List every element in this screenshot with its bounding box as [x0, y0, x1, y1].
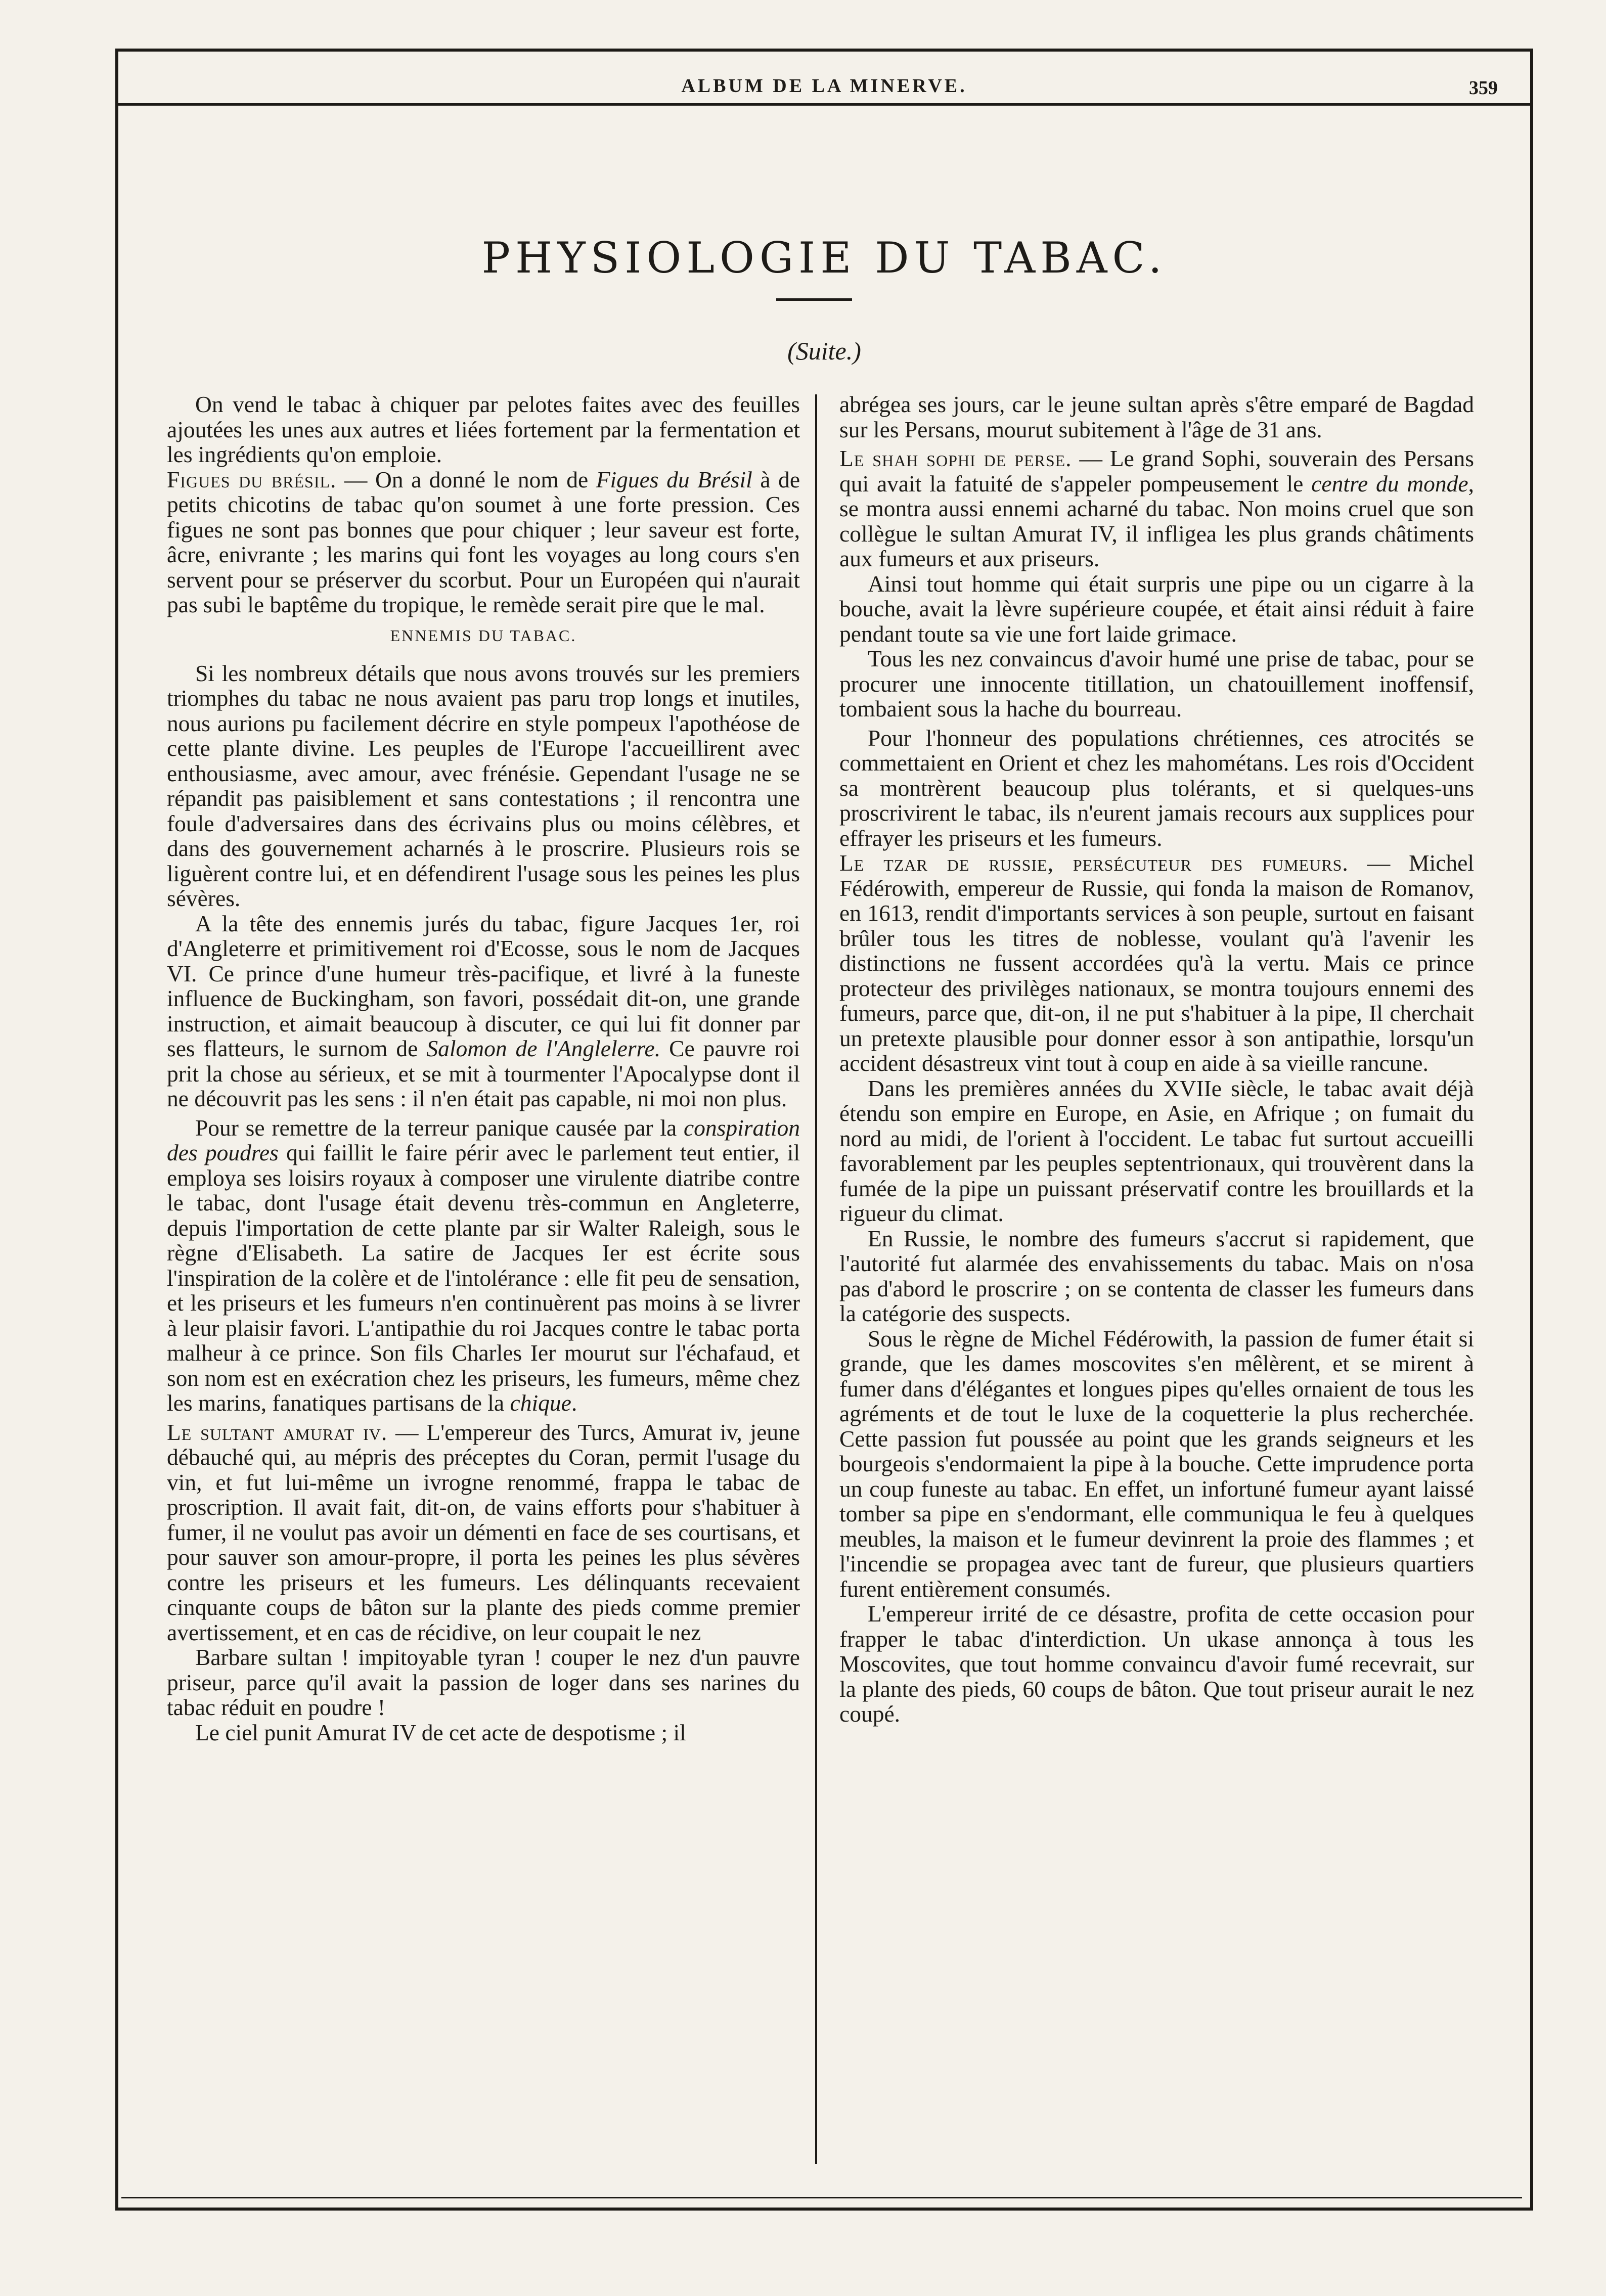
continuation-note: (Suite.) [787, 337, 861, 365]
article-title: PHYSIOLOGIE DU TABAC. [481, 233, 1167, 283]
paragraph: Tous les nez convaincus d'avoir humé une prise de tabac, pour se procurer une innocente titillation, un chatouillement inoffensif, tombaient sous la hache du bourreau. [839, 646, 1474, 722]
paragraph: Sous le règne de Michel Fédérowith, la passion de fumer était si grande, que les dames moscovites s'en mêlèrent, et se mirent à fumer dans d'élégantes et longues pipes qu'elles ornaient de tous les agréments et de tout le luxe de la coquetterie la plus recherchée. Cette passion fut poussée au point que les grands seigneurs et les bourgeois s'endormaient la pipe à la bouche. Cette imprudence porta un coup funeste au tabac. En effet, un infortuné fumeur ayant laissé tomber sa pipe en s'endormant, elle communiqua le feu à quelques meubles, la maison et le fumeur devinrent la proie des flammes ; et l'incendie se propagea avec tant de fureur, que plusieurs quartiers furent entièrement consumés. [839, 1325, 1474, 1602]
paragraph: Dans les premières années du XVIIe siècle, le tabac avait déjà étendu son empire en Europe, en Asie, en Afrique ; on fumait du nord au midi, de l'orient à l'occident. Le tabac fut surtout accueilli favorablement par les peuples septentrionaux, qui trouvèrent dans la fumée de la pipe un puissant préservatif contre les brouillards et la rigueur du climat. [839, 1075, 1474, 1226]
paragraph: Le sultant amurat iv. — L'empereur des Turcs, Amurat iv, jeune débauché qui, au mépris des préceptes du Coran, permit l'usage du vin, et fut lui-même un ivrogne renommé, frappa le tabac de proscription. Il avait fait, dit-on, de vains efforts pour s'habituer à fumer, il ne voulut pas avoir un démenti en face de ses courtisans, et pour sauver son amour-propre, il porta les peines les plus sévères contre les priseurs et les fumeurs. Les délinquants recevaient cinquante coups de bâton sur la plante des pieds comme premier avertissement, et en cas de récidive, on leur coupait le nez [167, 1419, 800, 1645]
paragraph: Figues du brésil. — On a donné le nom de Figues du Brésil à de petits chicotins de tabac qu'on soumet à une forte pression. Ces figues ne sont pas bonnes que pour chiquer ; leur saveur est forte, âcre, enivrante ; les marins qui font les voyages au long cours s'en servent pour se préserver du scorbut. Pour un Européen qui n'aurait pas subi le baptême du tropique, le remède serait pire que le mal. [167, 466, 800, 617]
rubric: Le tzar de russie, persécuteur des fumeurs. [839, 850, 1349, 876]
paragraph: Pour l'honneur des populations chrétiennes, ces atrocités se commettaient en Orient et chez les mahométans. Les rois d'Occident sa montrèrent beaucoup plus tolérants, et si quelques-uns proscrivirent le tabac, ils n'eurent jamais recours aux supplices pour effrayer les priseurs et les fumeurs. [839, 725, 1474, 851]
paragraph: On vend le tabac à chiquer par pelotes faites avec des feuilles ajoutées les unes aux autres et liées fortement par la fermentation et les ingrédients qu'on emploie. [167, 392, 800, 467]
left-column [167, 392, 800, 2172]
paragraph: L'empereur irrité de ce désastre, profita de cette occasion pour frapper le tabac d'interdiction. Un ukase annonça à tous les Moscovites, que tout homme convaincu d'avoir fumé recevrait, sur la plante des pieds, 60 coups de bâton. Que tout priseur aurait le nez coupé. [839, 1601, 1474, 1727]
rubric: Le sultant amurat iv. [167, 1419, 388, 1445]
right-column [839, 392, 1474, 2172]
paragraph: Le shah sophi de perse. — Le grand Sophi, souverain des Persans qui avait la fatuité de s'appeler pompeusement le centre du monde, se montra aussi ennemi acharné du tabac. Non moins cruel que son collègue le sultan Amurat IV, il infligea les plus grands châtiments aux fumeurs et aux priseurs. [839, 445, 1474, 571]
paragraph: Le tzar de russie, persécuteur des fumeurs. — Michel Fédérowith, empereur de Russie, qui fonda la maison de Romanov, en 1613, rendit d'importants services à son peuple, surtout en faisant brûler tous les titres de noblesse, voulant qu'à l'avenir les distinctions ne fussent accordées qu'à la vertu. Mais ce prince protecteur des privilèges nationaux, se montra toujours ennemi des fumeurs, parce que, dit-on, il ne put s'habituer à la pipe, Il cherchait un pretexte plausible pour donner essor à son antipathie, lorsqu'un accident désastreux vint tout à coup en aide à sa vieille rancune. [839, 850, 1474, 1076]
running-title: ALBUM DE LA MINERVE. [681, 75, 967, 97]
title-rule [776, 298, 852, 301]
rubric: Le shah sophi de perse. [839, 445, 1072, 471]
paragraph: Pour se remettre de la terreur panique causée par la conspiration des poudres qui faillit le faire périr avec le parlement teut entier, il employa ses loisirs royaux à composer une virulente diatribe contre le tabac, dont l'usage était devenu très-commun en Angleterre, depuis l'importation de cette plante par sir Walter Raleigh, sous le règne d'Elisabeth. La satire de Jacques Ier est écrite sous l'inspiration de la colère et de l'intolérance : elle fit peu de sensation, et les priseurs et les fumeurs n'en continuèrent pas moins à se livrer à leur plaisir favori. L'antipathie du roi Jacques contre le tabac porta malheur à ce prince. Son fils Charles Ier mourut sur l'échafaud, et son nom est en exécration chez les priseurs, les fumeurs, même chez les marins, fanatiques partisans de la chique. [167, 1114, 800, 1416]
paragraph: Barbare sultan ! impitoyable tyran ! couper le nez d'un pauvre priseur, parce qu'il avait la passion de loger dans ses narines du tabac réduit en poudre ! [167, 1644, 800, 1720]
page-number: 359 [1469, 77, 1498, 99]
paragraph: Le ciel punit Amurat IV de cet acte de despotisme ; il [195, 1719, 686, 1745]
paragraph: Ainsi tout homme qui était surpris une pipe ou un cigarre à la bouche, avait la lèvre supérieure coupée, et était ainsi réduit à faire pendant toute sa vie une fort laide grimace. [839, 570, 1474, 647]
paragraph: abrégea ses jours, car le jeune sultan après s'être emparé de Bagdad sur les Persans, mourut subitement à l'âge de 31 ans. [839, 392, 1474, 442]
bottom-rule [121, 2197, 1522, 2198]
paragraph: En Russie, le nombre des fumeurs s'accrut si rapidement, que l'autorité fut alarmée des envahissements du tabac. Mais on n'osa pas d'abord le proscrire ; on se contenta de classer les fumeurs dans la catégorie des suspects. [839, 1225, 1474, 1326]
rubric: Figues du brésil. [167, 466, 337, 492]
paragraph: Si les nombreux détails que nous avons trouvés sur les premiers triomphes du tabac ne nous avaient pas paru trop longs et inutiles, nous aurions pu facilement décrire en style pompeux l'apothéose de cette plante divine. Les peuples de l'Europe l'accueillirent avec enthousiasme, avec amour, avec frénésie. Gependant l'usage ne se répandit pas paisiblement et sans contestations ; il rencontra une foule d'adversaires dans des écrivains plus ou moins célèbres, et dans des gouvernement acharnés à le proscrire. Plusieurs rois se liguèrent contre lui, et en défendirent l'usage sous les peines les plus sévères. [167, 660, 800, 911]
header-rule [115, 103, 1533, 106]
section-heading: ENNEMIS DU TABAC. [390, 626, 577, 645]
column-divider [815, 394, 817, 2164]
paragraph: A la tête des ennemis jurés du tabac, figure Jacques 1er, roi d'Angleterre et primitivement roi d'Ecosse, sous le nom de Jacques VI. Ce prince d'une humeur très-pacifique, et livré à la funeste influence de Buckingham, son favori, possédait dit-on, une grande instruction, et aimait beaucoup à discuter, ce qui lui fit donner par ses flatteurs, le surnom de Salomon de l'Anglelerre. Ce pauvre roi prit la chose au sérieux, et se mit à tourmenter l'Apocalypse dont il ne découvrit pas les sens : il n'en était pas capable, ni moi non plus. [167, 910, 800, 1111]
